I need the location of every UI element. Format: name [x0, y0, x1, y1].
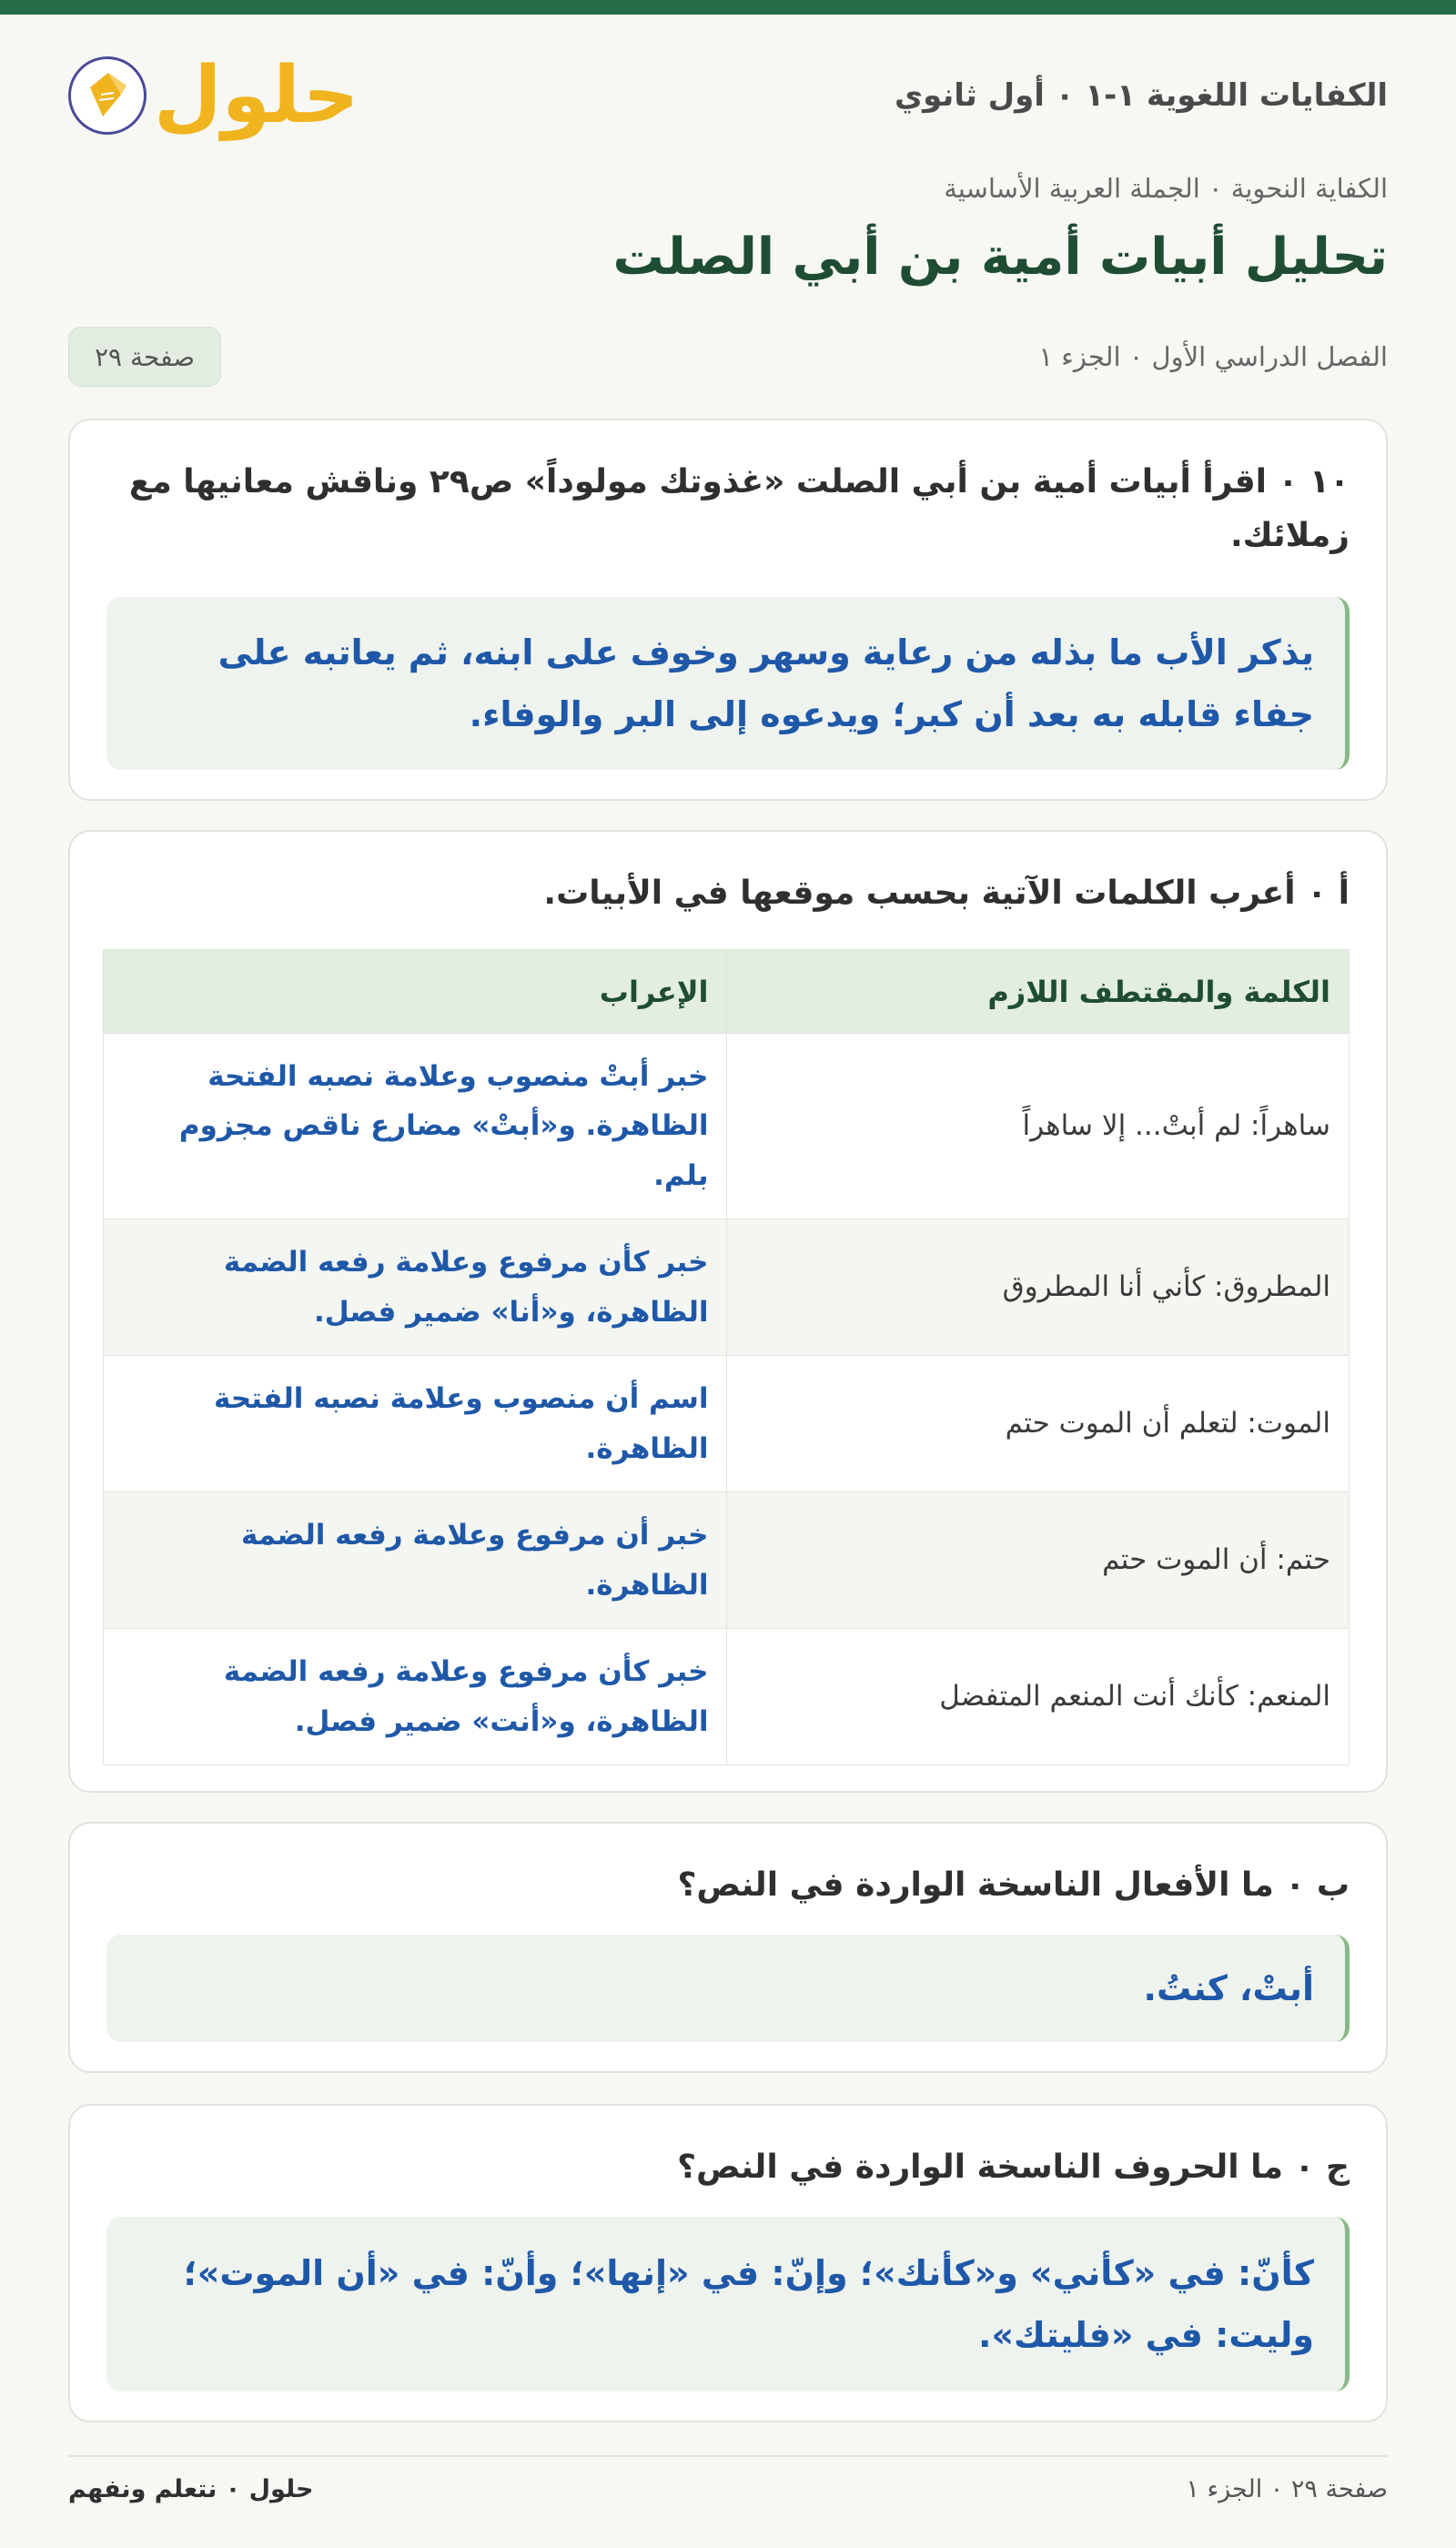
irab-cell: خبر أبتْ منصوب وعلامة نصبه الفتحة الظاهرة. و«أبتْ» مضارع ناقص مجزوم بلم.: [104, 1034, 727, 1219]
table-header-row: [104, 950, 1350, 1034]
logo-wordmark: حلول: [154, 50, 359, 141]
word-cell: المطروق: كأني أنا المطروق: [727, 1219, 1350, 1356]
answer-box: [106, 1935, 1350, 2042]
question-text: ج ٠ ما الحروف الناسخة الواردة في النص؟: [677, 2149, 1350, 2186]
footer-divider: [68, 2455, 1388, 2457]
page-badge: صفحة ٢٩: [68, 327, 221, 387]
page-title: تحليل أبيات أمية بن أبي الصلت: [612, 228, 1388, 287]
table-row: [104, 1219, 1350, 1356]
question-card-10: [68, 419, 1388, 801]
answer-text: أبتْ، كنتُ.: [1143, 1967, 1314, 2008]
page-footer: [68, 2475, 1388, 2503]
question-text: ب ٠ ما الأفعال الناسخة الواردة في النص؟: [677, 1866, 1350, 1904]
top-accent-bar: [0, 0, 1456, 15]
irab-cell: اسم أن منصوب وعلامة نصبه الفتحة الظاهرة.: [104, 1356, 727, 1492]
logo-emblem-icon: [68, 56, 147, 135]
page-header: [68, 46, 1388, 146]
answer-box: [106, 597, 1350, 770]
question-card-a: [68, 830, 1388, 1793]
answer-text: يذكر الأب ما بذله من رعاية وسهر وخوف على ابنه، ثم يعاتبه على جفاء قابله به بعد أن كبر؛ ويدعوه إلى البر والوفاء.: [217, 632, 1314, 734]
column-header-irab: الإعراب: [104, 950, 727, 1034]
table-row: [104, 1492, 1350, 1629]
irab-cell: خبر كأن مرفوع وعلامة رفعه الضمة الظاهرة، و«أنا» ضمير فصل.: [104, 1219, 727, 1356]
irab-cell: خبر كأن مرفوع وعلامة رفعه الضمة الظاهرة، و«أنت» ضمير فصل.: [104, 1629, 727, 1765]
word-cell: ساهراً: لم أبتْ... إلا ساهراً: [727, 1034, 1350, 1219]
irab-table: [103, 949, 1350, 1765]
irab-cell: خبر أن مرفوع وعلامة رفعه الضمة الظاهرة.: [104, 1492, 727, 1629]
meta-row: [68, 326, 1388, 388]
brand-logo: [68, 50, 359, 141]
table-row: [104, 1356, 1350, 1492]
question-text: أ ٠ أعرب الكلمات الآتية بحسب موقعها في الأبيات.: [543, 875, 1350, 912]
footer-page-info: صفحة ٢٩ ٠ الجزء ١: [1186, 2475, 1388, 2503]
word-cell: المنعم: كأنك أنت المنعم المتفضل: [727, 1629, 1350, 1765]
word-cell: الموت: لتعلم أن الموت حتم: [727, 1356, 1350, 1492]
breadcrumb: الكفاية النحوية ٠ الجملة العربية الأساسية: [944, 173, 1388, 204]
column-header-word: الكلمة والمقتطف اللازم: [727, 950, 1350, 1034]
answer-text: كأنّ: في «كأني» و«كأنك»؛ وإنّ: في «إنها»؛ وأنّ: في «أن الموت»؛ وليت: في «فليتك».: [183, 2252, 1314, 2355]
table-row: [104, 1629, 1350, 1765]
series-title: الكفايات اللغوية ١-١ ٠ أول ثانوي: [894, 77, 1388, 114]
question-text: ١٠ ٠ اقرأ أبيات أمية بن أبي الصلت «غذوتك مولوداً» ص٢٩ وناقش معانيها مع زملائك.: [128, 463, 1350, 555]
word-cell: حتم: أن الموت حتم: [727, 1492, 1350, 1629]
semester-label: الفصل الدراسي الأول ٠ الجزء ١: [1038, 341, 1388, 372]
answer-box: [106, 2217, 1350, 2391]
table-row: [104, 1034, 1350, 1219]
question-card-b: [68, 1822, 1388, 2073]
question-card-c: [68, 2104, 1388, 2422]
footer-brand: حلول ٠ نتعلم ونفهم: [68, 2475, 314, 2503]
